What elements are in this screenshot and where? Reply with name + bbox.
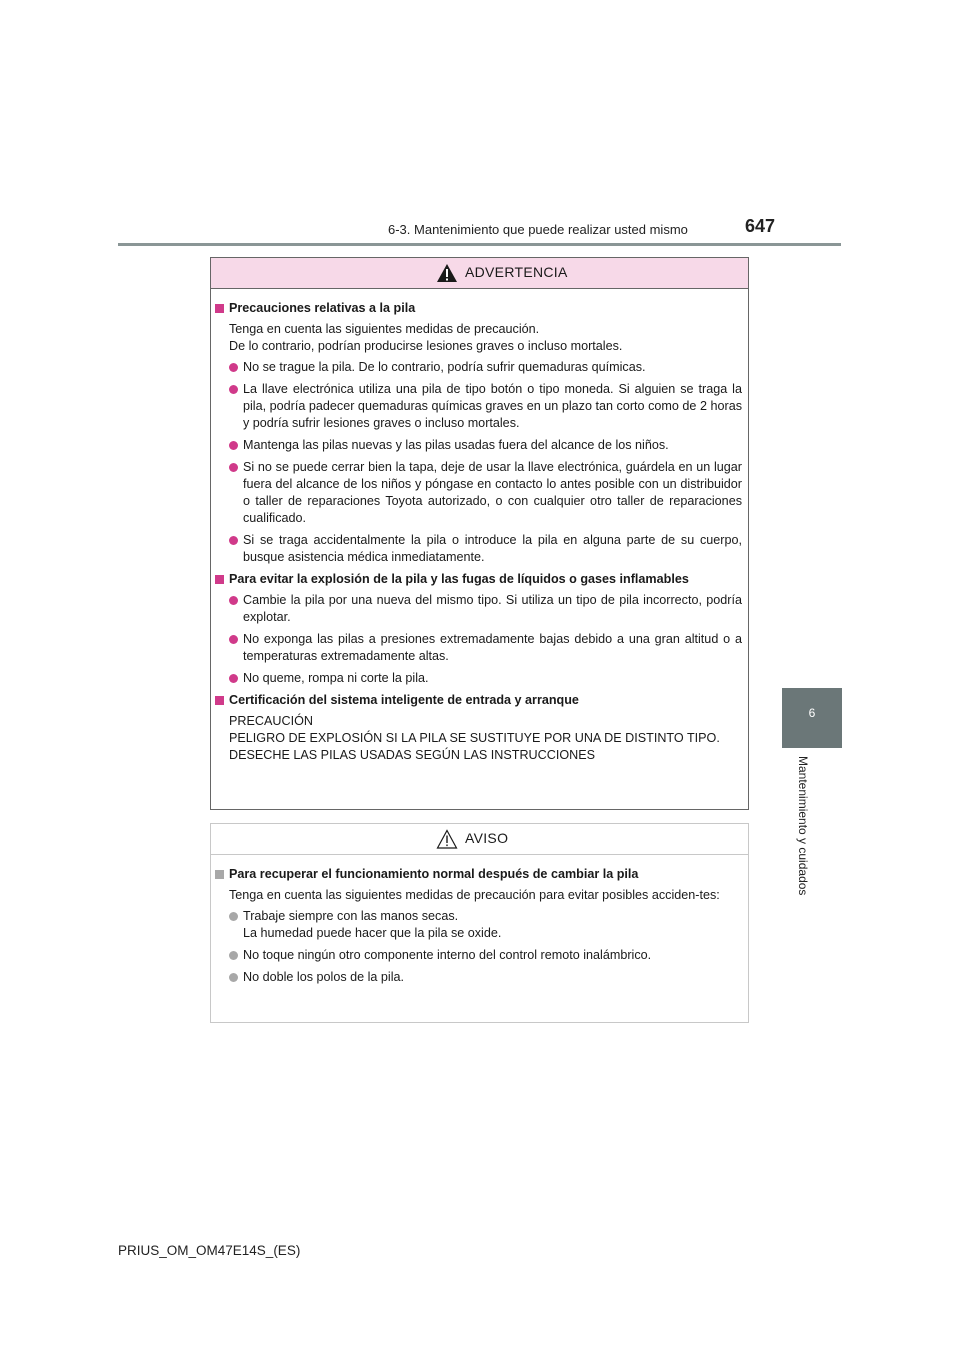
footer-doc-code: PRIUS_OM_OM47E14S_(ES) <box>118 1243 301 1258</box>
notice-heading: Para recuperar el funcionamiento normal después de cambiar la pila <box>211 866 742 883</box>
notice-content <box>211 866 748 991</box>
notice-box <box>210 823 749 1023</box>
warning-bullet: La llave electrónica utiliza una pila de tipo botón o tipo moneda. Si alguien se traga la pila, podría padecer quemaduras químicas graves en un plazo tan corto como de 2 horas y podría sufrir lesiones graves o incluso mortales. <box>211 381 742 432</box>
intro-line: De lo contrario, podrían producirse lesiones graves o incluso mortales. <box>229 339 623 353</box>
notice-header <box>211 824 748 855</box>
chapter-tab <box>782 688 842 748</box>
notice-bullet-line: Trabaje siempre con las manos secas. <box>243 909 459 923</box>
certification-text <box>211 713 742 764</box>
notice-intro: Tenga en cuenta las siguientes medidas de precaución para evitar posibles acciden-tes: <box>229 888 720 902</box>
notice-bullet: No toque ningún otro componente interno del control remoto inalámbrico. <box>211 947 742 964</box>
warning-bullet: No se trague la pila. De lo contrario, podría sufrir quemaduras químicas. <box>211 359 742 376</box>
warning-bullet: No queme, rompa ni corte la pila. <box>211 670 742 687</box>
warning-section-heading: Certificación del sistema inteligente de entrada y arranque <box>211 692 742 709</box>
warning-bullet: Cambie la pila por una nueva del mismo tipo. Si utiliza un tipo de pila incorrecto, podría explotar. <box>211 592 742 626</box>
caution-triangle-icon <box>436 829 458 849</box>
warning-section-heading: Precauciones relativas a la pila <box>211 300 742 317</box>
warning-section-heading: Para evitar la explosión de la pila y las fugas de líquidos o gases inflamables <box>211 571 742 588</box>
header-section-title: 6-3. Mantenimiento que puede realizar usted mismo <box>388 222 688 237</box>
warning-content <box>211 300 748 768</box>
warning-bullet: Mantenga las pilas nuevas y las pilas usadas fuera del alcance de los niños. <box>211 437 742 454</box>
warning-triangle-icon <box>436 263 458 283</box>
header-rule <box>118 243 841 246</box>
certification-line: DESECHE LAS PILAS USADAS SEGÚN LAS INSTRUCCIONES <box>229 748 596 762</box>
warning-section-intro <box>211 321 742 355</box>
notice-bullet-line: La humedad puede hacer que la pila se oxide. <box>243 926 502 940</box>
notice-bullet <box>211 908 742 942</box>
notice-title: AVISO <box>465 830 509 846</box>
chapter-number: 6 <box>808 706 816 720</box>
warning-box <box>210 257 749 810</box>
certification-line: PRECAUCIÓN <box>229 714 313 728</box>
warning-header <box>211 258 748 289</box>
chapter-label-text: Mantenimiento y cuidados <box>796 756 810 896</box>
warning-bullet: No exponga las pilas a presiones extremadamente bajas debido a una gran altitud o a temperaturas extremadamente altas. <box>211 631 742 665</box>
warning-title: ADVERTENCIA <box>465 264 568 280</box>
certification-line: PELIGRO DE EXPLOSIÓN SI LA PILA SE SUSTITUYE POR UNA DE DISTINTO TIPO. <box>229 731 720 745</box>
page-number: 647 <box>745 216 776 236</box>
chapter-label <box>795 756 813 916</box>
warning-bullet: Si se traga accidentalmente la pila o introduce la pila en alguna parte de su cuerpo, busque asistencia médica inmediatamente. <box>211 532 742 566</box>
notice-bullet: No doble los polos de la pila. <box>211 969 742 986</box>
warning-bullet: Si no se puede cerrar bien la tapa, deje de usar la llave electrónica, guárdela en un lugar fuera del alcance de los niños y póngase en contacto lo antes posible con un distribuidor o taller de reparaciones Toyota autorizado, o con cualquier otro taller de reparaciones cualificado. <box>211 459 742 527</box>
intro-line: Tenga en cuenta las siguientes medidas de precaución. <box>229 322 540 336</box>
